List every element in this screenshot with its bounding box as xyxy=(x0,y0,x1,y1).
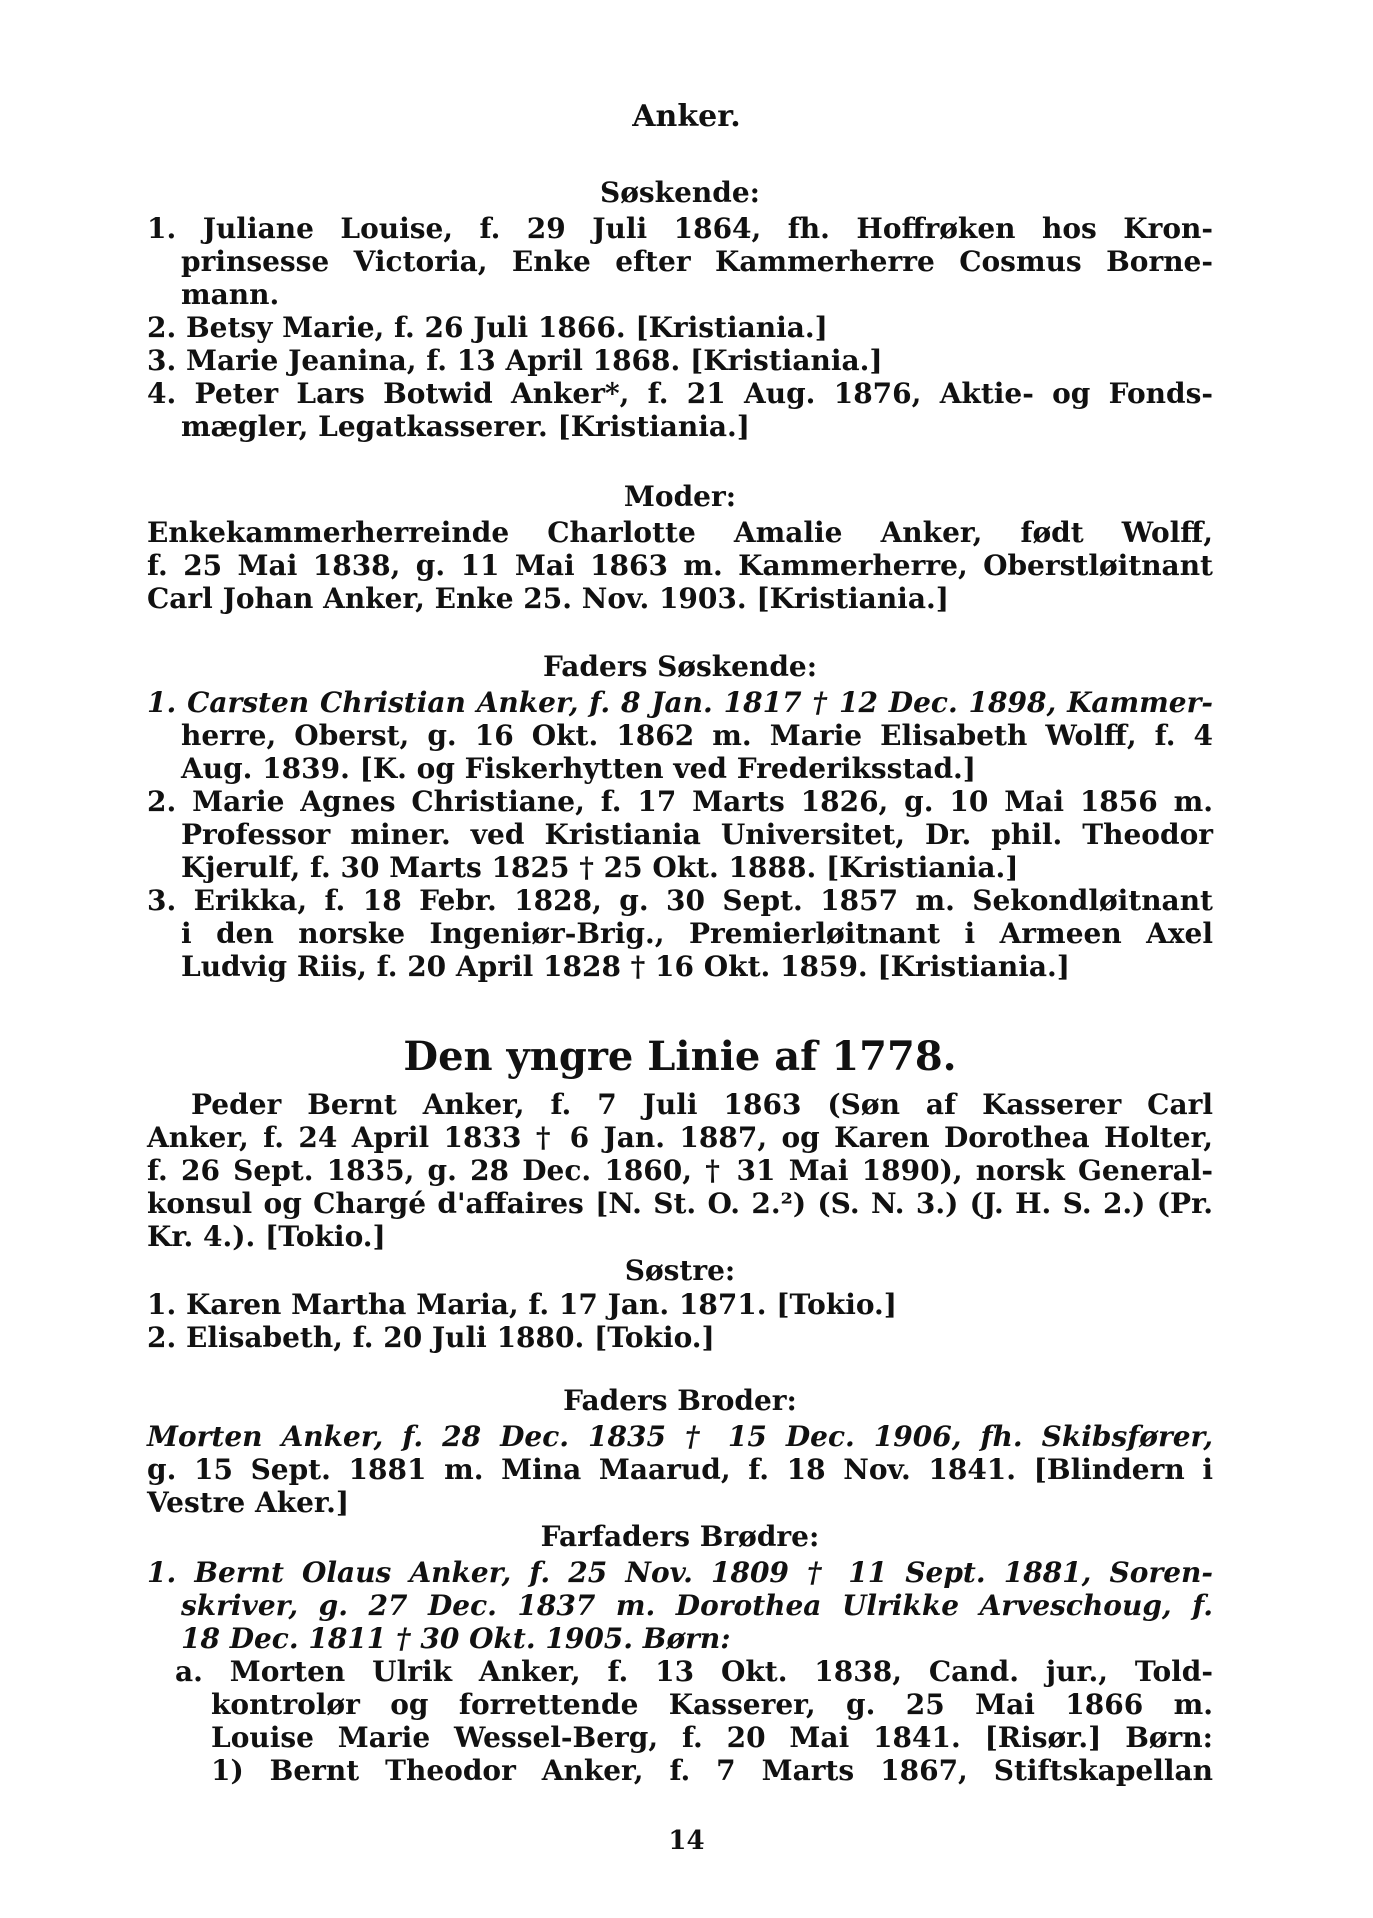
page-title: Anker. xyxy=(632,99,741,134)
text-line: g. 15 Sept. 1881 m. Mina Maarud, f. 18 Nov. 1841. [Blindern i xyxy=(147,1453,1213,1486)
text-line: f. 25 Mai 1838, g. 11 Mai 1863 m. Kammerherre, Oberstløitnant xyxy=(147,549,1213,582)
text-line: 1) Bernt Theodor Anker, f. 7 Marts 1867, Stiftskapellan xyxy=(211,1754,1213,1787)
text-line: Anker, f. 24 April 1833 † 6 Jan. 1887, og Karen Dorothea Holter, xyxy=(147,1121,1213,1154)
text-line: Louise Marie Wessel-Berg, f. 20 Mai 1841. [Risør.] Børn: xyxy=(211,1721,1213,1754)
text-line: 1. Karen Martha Maria, f. 17 Jan. 1871. [Tokio.] xyxy=(147,1288,898,1321)
page-number: 14 xyxy=(668,1826,705,1856)
text-line: i den norske Ingeniør-Brig., Premierløitnant i Armeen Axel xyxy=(181,917,1213,950)
text-line: 2. Betsy Marie, f. 26 Juli 1866. [Kristiania.] xyxy=(147,311,828,344)
text-line: mann. xyxy=(181,278,280,311)
text-line: 2. Marie Agnes Christiane, f. 17 Marts 1826, g. 10 Mai 1856 m. xyxy=(147,785,1213,818)
text-line: 1. Juliane Louise, f. 29 Juli 1864, fh. Hoffrøken hos Kron- xyxy=(147,212,1213,245)
text-line: 2. Elisabeth, f. 20 Juli 1880. [Tokio.] xyxy=(147,1321,715,1354)
text-line: Vestre Aker.] xyxy=(147,1486,350,1519)
text-line: Professor miner. ved Kristiania Universitet, Dr. phil. Theodor xyxy=(181,818,1213,851)
text-line: skriver, g. 27 Dec. 1837 m. Dorothea Ulrikke Arveschoug, f. xyxy=(181,1589,1213,1622)
section-heading: Faders Broder: xyxy=(563,1384,797,1417)
text-line: Carl Johan Anker, Enke 25. Nov. 1903. [Kristiania.] xyxy=(147,582,949,615)
text-line: 1. Bernt Olaus Anker, f. 25 Nov. 1809 † 11 Sept. 1881, Soren- xyxy=(147,1556,1213,1589)
text-line: herre, Oberst, g. 16 Okt. 1862 m. Marie Elisabeth Wolff, f. 4 xyxy=(181,719,1213,752)
section-heading: Farfaders Brødre: xyxy=(540,1520,820,1553)
text-line: Morten Anker, f. 28 Dec. 1835 † 15 Dec. 1906, fh. Skibsfører, xyxy=(147,1420,1213,1453)
text-line: Peder Bernt Anker, f. 7 Juli 1863 (Søn af Kasserer Carl xyxy=(191,1088,1213,1121)
text-line: 4. Peter Lars Botwid Anker*, f. 21 Aug. 1876, Aktie- og Fonds- xyxy=(147,377,1213,410)
text-line: Enkekammerherreinde Charlotte Amalie Anker, født Wolff, xyxy=(147,516,1213,549)
text-line: 18 Dec. 1811 † 30 Okt. 1905. Børn: xyxy=(181,1622,731,1655)
text-line: mægler, Legatkasserer. [Kristiania.] xyxy=(181,410,751,443)
text-line: Kr. 4.). [Tokio.] xyxy=(147,1220,386,1253)
text-line: a. Morten Ulrik Anker, f. 13 Okt. 1838, Cand. jur., Told- xyxy=(175,1655,1213,1688)
text-line: 1. Carsten Christian Anker, f. 8 Jan. 1817 † 12 Dec. 1898, Kammer- xyxy=(147,686,1213,719)
text-line: Aug. 1839. [K. og Fiskerhytten ved Frederiksstad.] xyxy=(181,752,977,785)
text-line: f. 26 Sept. 1835, g. 28 Dec. 1860, † 31 Mai 1890), norsk General- xyxy=(147,1154,1213,1187)
text-line: Ludvig Riis, f. 20 April 1828 † 16 Okt. 1859. [Kristiania.] xyxy=(181,950,1070,983)
section-heading: Søskende: xyxy=(600,176,760,209)
text-line: prinsesse Victoria, Enke efter Kammerherre Cosmus Borne- xyxy=(181,245,1213,278)
section-heading: Faders Søskende: xyxy=(542,650,818,683)
text-line: konsul og Chargé d'affaires [N. St. O. 2.²) (S. N. 3.) (J. H. S. 2.) (Pr. xyxy=(147,1187,1213,1220)
section-heading: Søstre: xyxy=(624,1254,736,1287)
text-line: 3. Erikka, f. 18 Febr. 1828, g. 30 Sept. 1857 m. Sekondløitnant xyxy=(147,884,1213,917)
text-line: Kjerulf, f. 30 Marts 1825 † 25 Okt. 1888. [Kristiania.] xyxy=(181,851,1019,884)
section-heading: Moder: xyxy=(623,480,737,513)
text-line: 3. Marie Jeanina, f. 13 April 1868. [Kristiania.] xyxy=(147,344,883,377)
section-heading: Den yngre Linie af 1778. xyxy=(403,1033,957,1080)
text-line: kontrolør og forrettende Kasserer, g. 25 Mai 1866 m. xyxy=(211,1688,1213,1721)
